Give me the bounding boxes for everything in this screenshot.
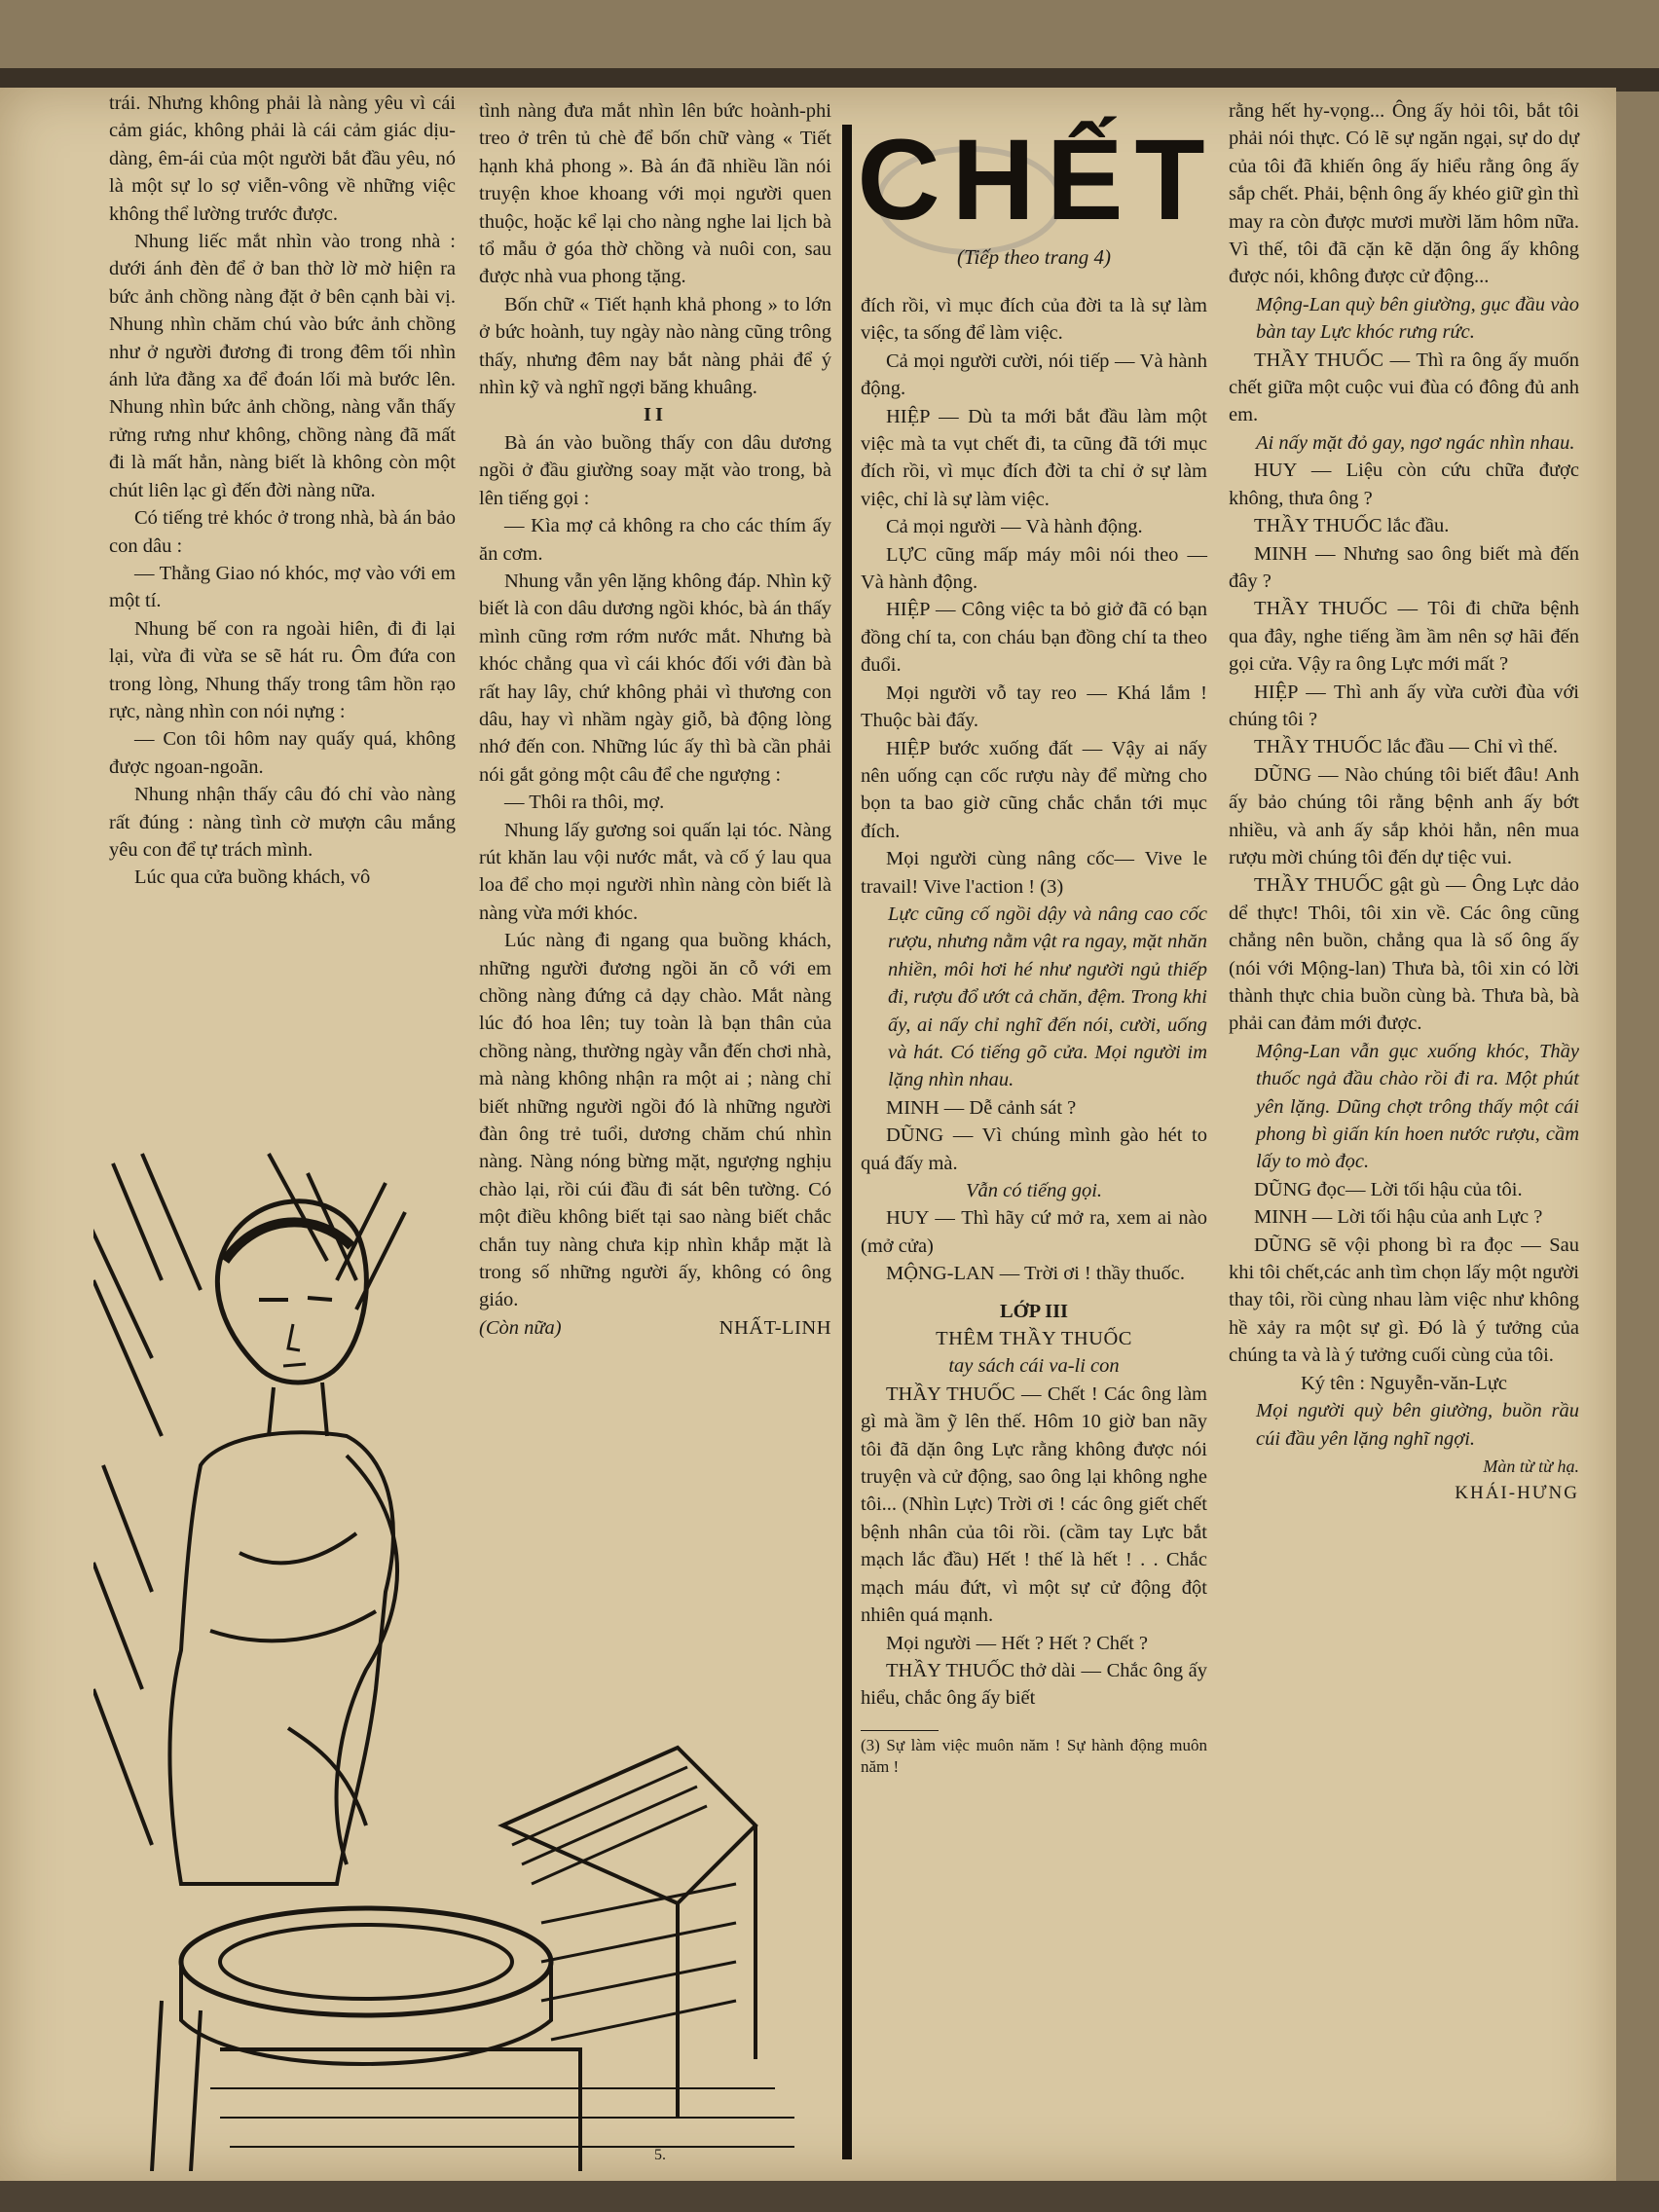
dialogue-paragraph: THẦY THUỐC gật gù — Ông Lực dảo dể thực! Thôi, tôi xin về. Các ông cũng chẳng nên buồn, chẳng qua là số ông ấy (nói với Mộng-lan) Thưa bà, tôi xin có lời thành thực chia buồn cùng bà. Thưa bà, bà phải can đảm mới được.: [1229, 874, 1579, 1035]
dialogue-paragraph: MỘNG-LAN — Trời ơi ! thầy thuốc.: [886, 1263, 1185, 1285]
dialogue-paragraph: Ký tên : Nguyễn-văn-Lực: [1300, 1372, 1508, 1394]
dialogue-paragraph: HUY — Thì hãy cứ mở ra, xem ai nào (mở cửa): [861, 1207, 1207, 1257]
continued-note: (Tiếp theo trang 4): [956, 245, 1112, 269]
dialogue-paragraph: Cả mọi người cười, nói tiếp — Và hành động.: [861, 350, 1207, 400]
dialogue-paragraph: THẦY THUỐC lắc đầu.: [1254, 515, 1450, 537]
dialogue-paragraph: Mọi người cùng nâng cốc— Vive le travail! Vive l'action ! (3): [861, 848, 1207, 898]
scene-subheading: THÊM THẦY THUỐC: [936, 1328, 1132, 1350]
section-number: II: [644, 404, 667, 426]
curtain-note: Màn từ từ hạ.: [1483, 1456, 1579, 1476]
woman-illustration: [93, 1144, 814, 2171]
dialogue-paragraph: rằng hết hy-vọng... Ông ấy hỏi tôi, bắt tôi phải nói thực. Có lẽ sự ngăn ngại, sự do dự của tôi đã khiến ông ấy hiểu rằng ông ấy sắp chết. Phải, bệnh ông ấy khéo giữ gìn thì may ra còn được mươi mười lăm hôm nữa. Vì thế, tôi đã cặn kẽ dặn ông ấy không được nói, không được cử động...: [1229, 100, 1579, 288]
dialogue-paragraph: Ai nấy mặt đỏ gay, ngơ ngác nhìn nhau.: [1256, 431, 1575, 454]
column-divider: [842, 125, 852, 2159]
dialogue-paragraph: MINH — Dễ cảnh sát ?: [886, 1096, 1077, 1119]
paragraph: Có tiếng trẻ khóc ở trong nhà, bà án bảo con dâu :: [109, 507, 456, 557]
dialogue-paragraph: DŨNG — Nào chúng tôi biết đâu! Anh ấy bảo chúng tôi rằng bệnh anh ấy bớt nhiều, và anh ấy sắp khỏi hẳn, nên mua rượu mời chúng tôi đến dự tiệc vui.: [1229, 763, 1579, 868]
column-3: [861, 292, 1207, 1778]
dialogue-paragraph: THẦY THUỐC thở dài — Chắc ông ấy hiểu, chắc ông ấy biết: [861, 1659, 1207, 1710]
paragraph: Nhung liếc mắt nhìn vào trong nhà : dưới ánh đèn để ở ban thờ lờ mờ hiện ra bức ảnh chồng nàng đặt ở bên cạnh bài vị. Nhung nhìn chăm chú vào bức ảnh chồng như ở người đương đi trong đêm tối nhìn ánh lửa đằng xa để đoán lối mà bước lên. Nhung nhìn bức ảnh chồng, nàng vẫn thấy rửng rưng như không, chồng nàng đã mất đi là mất hẳn, nàng biết là không còn một chút liên lạc gì đến đời nàng nữa.: [109, 231, 456, 501]
dialogue-paragraph: Mọi người — Hết ? Hết ? Chết ?: [886, 1632, 1149, 1654]
dialogue-paragraph: THẦY THUỐC lắc đầu — Chỉ vì thế.: [1254, 736, 1559, 758]
dialogue-paragraph: MINH — Lời tối hậu của anh Lực ?: [1254, 1206, 1543, 1229]
paragraph: trái. Nhưng không phải là nàng yêu vì cái cảm giác, không phải là cái cảm giác dịu-dàng, êm-ái của một người bắt đầu yêu, nó là một sự lo sợ viễn-vông về những việc không thể lường trước được.: [109, 92, 456, 225]
dialogue-paragraph: LỰC cũng mấp máy môi nói theo — Và hành động.: [861, 543, 1207, 594]
dialogue-paragraph: THẦY THUỐC — Tôi đi chữa bệnh qua đây, nghe tiếng ầm ầm nên sợ hãi đến gọi cửa. Vậy ra ông Lực mới mất ?: [1229, 598, 1579, 676]
paragraph: Nhung vẫn yên lặng không đáp. Nhìn kỹ biết là con dâu dương ngồi khóc, bà án thấy mình cũng rơm rớm nước mắt. Nhưng bà khóc chẳng qua vì cái khóc đối với đàn bà rất hay lây, chứ không phải vì thương con dâu, hay vì nhầm ngày giỗ, bà động lòng nhớ đến con. Những lúc ấy thì bà cần phải nói gắt gỏng một câu để che ngượng :: [479, 570, 831, 786]
article-title: CHẾT: [857, 116, 1217, 244]
author-name: NHẤT-LINH: [719, 1316, 831, 1339]
to-be-continued: (Còn nữa): [479, 1316, 562, 1339]
paragraph: Lúc nàng đi ngang qua buồng khách, những người đương ngồi ăn cỗ với em chồng nàng đứng cả dạy chào. Mắt nàng lúc đó hoa lên; tuy toàn là bạn thân của chồng nàng, thường ngày vẫn đến chơi nhà, mà nàng không nhận ra một ai ; nàng chỉ biết những người ngồi đó là những người đàn ông trẻ tuổi, dương chăm chú nhìn nàng. Nàng nóng bừng mặt, ngượng nghịu chào lại, rồi cúi đầu đi sát bên tường. Có một điều không biết tại sao nàng biết chắc chắn tuy nàng chưa kịp nhìn khắp mặt là trong số những người ấy, không có ông giáo.: [479, 930, 831, 1311]
dialogue-paragraph: THẦY THUỐC — Thì ra ông ấy muốn chết giữa một cuộc vui đùa có đông đủ anh em.: [1229, 349, 1579, 426]
dialogue-paragraph: Vẫn có tiếng gọi.: [965, 1180, 1103, 1201]
dialogue-paragraph: Mộng-Lan vẫn gục xuống khóc, Thầy thuốc ngả đầu chào rồi đi ra. Một phút yên lặng. Dũng chợt trông thấy một cái phong bì giấn kín hoen nước rượu, cầm lấy to mò đọc.: [1256, 1040, 1579, 1173]
dialogue-paragraph: HUY — Liệu còn cứu chữa được không, thưa ông ?: [1229, 460, 1579, 509]
paragraph: tình nàng đưa mắt nhìn lên bức hoành-phi treo ở trên tủ chè để bốn chữ vàng « Tiết hạnh khả phong ». Bà án đã nhiều lần nói truyện khoe khoang với mọi người quen thuộc, hoặc kể lại cho nàng nghe lai lịch bà tổ mẫu ở góa thờ chồng và nuôi con, sau được nhà vua phong tặng.: [479, 100, 831, 288]
author-name: KHÁI-HƯNG: [1455, 1483, 1579, 1504]
paragraph: Bốn chữ « Tiết hạnh khả phong » to lớn ở bức hoành, tuy ngày nào nàng cũng trông thấy, nhưng đêm nay bắt nàng phải để ý nhìn kỹ và nghĩ ngợi băng khuâng.: [479, 293, 831, 399]
paragraph: — Thôi ra thôi, mợ.: [504, 792, 665, 814]
paragraph: — Kìa mợ cả không ra cho các thím ấy ăn cơm.: [479, 515, 831, 565]
dialogue-paragraph: đích rồi, vì mục đích của đời ta là sự làm việc, ta sống để làm việc.: [861, 295, 1207, 345]
footnote-rule: [861, 1730, 939, 1731]
dialogue-paragraph: Mọi người vỗ tay reo — Khá lắm ! Thuộc bài đấy.: [861, 682, 1207, 732]
dialogue-paragraph: Lực cũng cố ngồi dậy và nâng cao cốc rượu, nhưng nằm vật ra ngay, mặt nhăn nhiền, môi hơi hé như người ngủ thiếp đi, rượu đổ ướt cả chăn, đệm. Trong khi ấy, ai nấy chỉ nghĩ đến nói, cười, uống và hát. Có tiếng gõ cửa. Mọi người im lặng nhìn nhau.: [888, 903, 1207, 1091]
dialogue-paragraph: HIỆP bước xuống đất — Vậy ai nấy nên uống cạn cốc rượu này để mừng cho bọn ta bao giờ cũng chắc chắn tới mục đích.: [861, 737, 1207, 842]
dialogue-paragraph: Mộng-Lan quỳ bên giường, gục đầu vào bàn tay Lực khóc rưng rức.: [1256, 293, 1579, 344]
dialogue-paragraph: DŨNG — Vì chúng mình gào hét to quá đấy mà.: [861, 1124, 1207, 1174]
paragraph: — Thằng Giao nó khóc, mợ vào với em một tí.: [109, 562, 456, 612]
footnote: (3) Sự làm việc muôn năm ! Sự hành động muôn năm !: [861, 1735, 1207, 1776]
dialogue-paragraph: THẦY THUỐC — Chết ! Các ông làm gì mà ầm ỹ lên thế. Hôm 10 giờ ban nãy tôi đã dặn ông Lực rằng không được nói truyện và cử động, sao ông lại không nghe tôi... (Nhìn Lực) Trời ơi ! các ông giết chết bệnh nhân của tôi rồi. (cầm tay Lực bắt mạch lắc đầu) Hết ! thế là hết ! . . Chắc mạch máu đứt, vì một sự cử động đột nhiên quá mạnh.: [861, 1382, 1207, 1627]
paragraph: Nhung nhận thấy câu đó chỉ vào nàng rất đúng : nàng tình cờ mượn câu mắng yêu con để tự trách mình.: [109, 784, 456, 861]
page-number: 5.: [654, 2147, 666, 2163]
scene-direction: tay sách cái va-li con: [948, 1355, 1120, 1378]
paragraph: Nhung bế con ra ngoài hiên, đi đi lại lại, vừa đi vừa se sẽ hát ru. Ôm đứa con trong lòng, Nhung thấy trong tâm hồn rạo rực, nàng nhìn con nói nựng :: [109, 617, 456, 722]
bottom-edge: [0, 2181, 1659, 2212]
paragraph: — Con tôi hôm nay quấy quá, không được ngoan-ngoãn.: [109, 728, 456, 778]
dialogue-paragraph: HIỆP — Thì anh ấy vừa cười đùa với chúng tôi ?: [1229, 681, 1579, 730]
dialogue-paragraph: HIỆP — Công việc ta bỏ giở đã có bạn đồng chí ta, con cháu bạn đồng chí ta theo đuổi.: [861, 599, 1207, 677]
dialogue-paragraph: HIỆP — Dù ta mới bắt đầu làm một việc mà ta vụt chết đi, ta cũng đã tới mục đích rồi, vì mục đích đời ta chỉ ở sự làm việc, chỉ là sự làm việc.: [861, 405, 1207, 510]
column-4: [1229, 97, 1579, 1508]
scene-heading: LỚP III: [999, 1300, 1069, 1322]
dialogue-paragraph: Mọi người quỳ bên giường, buồn rầu cúi đầu yên lặng nghĩ ngợi.: [1256, 1400, 1579, 1450]
dialogue-paragraph: DŨNG sẽ vội phong bì ra đọc — Sau khi tôi chết,các anh tìm chọn lấy một người thay tôi, rồi cùng nhau làm việc như không hề xảy ra một sự gì. Đó là ý tưởng của chúng ta và là ý tưởng cuối cùng của tôi.: [1229, 1234, 1579, 1367]
column-1: [109, 90, 456, 892]
paragraph: Nhung lấy gương soi quấn lại tóc. Nàng rút khăn lau vội nước mắt, và cố ý lau qua loa để cho mọi người nhìn nàng còn biết là nàng vừa mới khóc.: [479, 819, 831, 924]
paragraph: Lúc qua cửa buồng khách, vô: [134, 866, 371, 889]
paragraph: Bà án vào buồng thấy con dâu dương ngồi ở đầu giường soay mặt vào trong, bà lên tiếng gọi :: [479, 431, 831, 509]
dialogue-paragraph: Cả mọi người — Và hành động.: [886, 516, 1143, 538]
dialogue-paragraph: MINH — Nhưng sao ông biết mà đến đây ?: [1229, 542, 1579, 592]
dialogue-paragraph: DŨNG đọc— Lời tối hậu của tôi.: [1254, 1178, 1523, 1200]
